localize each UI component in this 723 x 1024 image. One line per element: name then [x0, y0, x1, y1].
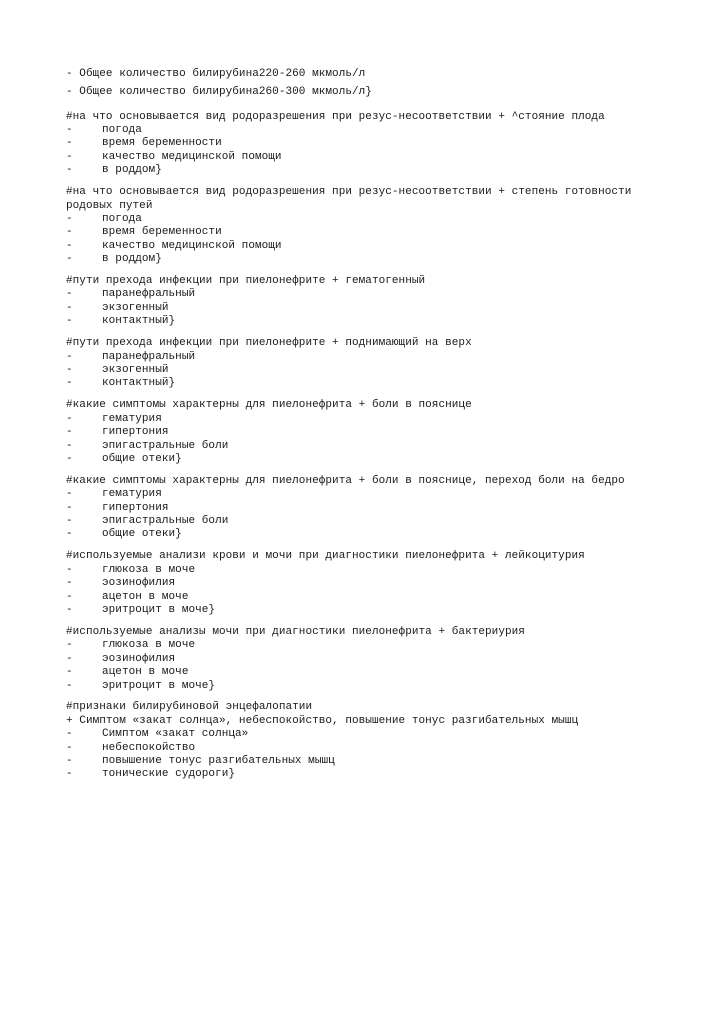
question-text: #пути прехода инфекции при пиелонефрите + поднимающий на верх [66, 337, 472, 350]
option-dash: - [66, 679, 73, 692]
question-block [66, 701, 706, 781]
question-text: #какие симптомы характерны для пиелонефрита + боли в пояснице, переход боли на бедро [66, 474, 625, 487]
option-dash: - [66, 124, 73, 137]
question-text: #какие симптомы характерны для пиелонефрита + боли в пояснице [66, 399, 472, 412]
question-list [66, 111, 706, 782]
intro-section [66, 68, 706, 100]
option-text: эпигастральные боли [102, 515, 229, 528]
option-text: эозинофилия [102, 652, 176, 665]
answer-option [66, 742, 706, 755]
answer-option [66, 315, 706, 328]
option-text: эритроцит в моче} [102, 604, 216, 617]
option-dash: - [66, 150, 73, 163]
answer-option [66, 426, 706, 439]
question-text: #признаки билирубиновой энцефалопатии [66, 701, 313, 714]
option-dash: - [66, 515, 73, 528]
question-text: #на что основывается вид родоразрешения при резус-несоответствии + степень готовности родовых путей [66, 186, 638, 212]
question-text: #пути прехода инфекции при пиелонефрите + гематогенный [66, 275, 426, 288]
option-dash: - [66, 528, 73, 541]
answer-option [66, 440, 706, 453]
option-text: гипертония [102, 501, 169, 514]
answer-option [66, 240, 706, 253]
option-text: контактный} [102, 315, 176, 328]
option-text: время беременности [102, 226, 222, 239]
option-dash: - [66, 350, 73, 363]
option-dash: - [66, 137, 73, 150]
option-text: качество медицинской помощи [102, 150, 282, 163]
option-dash: - [66, 728, 73, 741]
answer-option [66, 377, 706, 390]
option-dash: - [66, 741, 73, 754]
answer-option [66, 351, 706, 364]
question-text: #на что основывается вид родоразрешения при резус-несоответствии + ^стояние плода [66, 110, 605, 123]
option-text: глюкоза в моче [102, 563, 196, 576]
option-text: тонические судороги} [102, 768, 236, 781]
answer-option [66, 226, 706, 239]
answer-option [66, 288, 706, 301]
option-text: гипертония [102, 426, 169, 439]
option-dash: - [66, 604, 73, 617]
question-block [66, 337, 706, 391]
option-dash: - [66, 426, 73, 439]
option-text: гематурия [102, 488, 162, 501]
option-text: качество медицинской помощи [102, 239, 282, 252]
question-block [66, 111, 706, 178]
option-text: Симптом «закат солнца» [102, 728, 249, 741]
answer-option [66, 137, 706, 150]
document-page [66, 68, 706, 782]
option-dash: - [66, 412, 73, 425]
option-text: паранефральный [102, 288, 196, 301]
correct-answer-line: + Симптом «закат солнца», небеспокойство, повышение тонус разгибательных мышц [66, 714, 579, 727]
answer-option [66, 577, 706, 590]
option-dash: - [66, 212, 73, 225]
option-text: в роддом} [102, 164, 162, 177]
option-dash: - [66, 226, 73, 239]
question-block [66, 475, 706, 542]
answer-option [66, 453, 706, 466]
answer-option [66, 639, 706, 652]
answer-option [66, 413, 706, 426]
answer-option [66, 591, 706, 604]
answer-option [66, 164, 706, 177]
option-text: эозинофилия [102, 577, 176, 590]
option-text: эритроцит в моче} [102, 679, 216, 692]
intro-line: - Общее количество билирубина260-300 мкмоль/л} [66, 86, 372, 99]
option-text: время беременности [102, 137, 222, 150]
answer-option [66, 502, 706, 515]
option-text: общие отеки} [102, 528, 182, 541]
question-text: #используемые анализы мочи при диагностики пиелонефрита + бактериурия [66, 625, 525, 638]
option-dash: - [66, 488, 73, 501]
option-text: небеспокойство [102, 741, 196, 754]
question-block [66, 275, 706, 329]
answer-option [66, 124, 706, 137]
option-dash: - [66, 666, 73, 679]
option-dash: - [66, 253, 73, 266]
option-dash: - [66, 377, 73, 390]
answer-option [66, 151, 706, 164]
answer-option [66, 604, 706, 617]
option-text: гематурия [102, 412, 162, 425]
answer-option [66, 755, 706, 768]
option-dash: - [66, 577, 73, 590]
option-text: ацетон в моче [102, 666, 189, 679]
option-text: погода [102, 212, 142, 225]
option-dash: - [66, 439, 73, 452]
option-dash: - [66, 501, 73, 514]
option-text: в роддом} [102, 253, 162, 266]
answer-option [66, 253, 706, 266]
option-dash: - [66, 755, 73, 768]
answer-option [66, 564, 706, 577]
question-block [66, 550, 706, 617]
option-dash: - [66, 652, 73, 665]
question-block [66, 626, 706, 693]
question-text: #используемые анализи крови и мочи при диагностики пиелонефрита + лейкоцитурия [66, 550, 585, 563]
option-dash: - [66, 315, 73, 328]
option-dash: - [66, 590, 73, 603]
answer-option [66, 653, 706, 666]
option-dash: - [66, 639, 73, 652]
option-dash: - [66, 164, 73, 177]
option-dash: - [66, 364, 73, 377]
option-dash: - [66, 563, 73, 576]
answer-option [66, 728, 706, 741]
question-block [66, 186, 706, 266]
option-text: повышение тонус разгибательных мышц [102, 755, 335, 768]
option-text: паранефральный [102, 350, 196, 363]
option-text: глюкоза в моче [102, 639, 196, 652]
question-block [66, 399, 706, 466]
answer-option [66, 302, 706, 315]
answer-option [66, 768, 706, 781]
answer-option [66, 528, 706, 541]
option-dash: - [66, 452, 73, 465]
answer-option [66, 488, 706, 501]
option-text: общие отеки} [102, 452, 182, 465]
intro-line: - Общее количество билирубина220-260 мкмоль/л [66, 68, 366, 80]
option-dash: - [66, 301, 73, 314]
option-dash: - [66, 288, 73, 301]
option-dash: - [66, 239, 73, 252]
option-text: ацетон в моче [102, 590, 189, 603]
option-text: экзогенный [102, 364, 169, 377]
answer-option [66, 213, 706, 226]
option-dash: - [66, 768, 73, 781]
answer-option [66, 666, 706, 679]
option-text: эпигастральные боли [102, 439, 229, 452]
answer-option [66, 680, 706, 693]
answer-option [66, 364, 706, 377]
option-text: контактный} [102, 377, 176, 390]
answer-option [66, 515, 706, 528]
option-text: экзогенный [102, 301, 169, 314]
option-text: погода [102, 124, 142, 137]
